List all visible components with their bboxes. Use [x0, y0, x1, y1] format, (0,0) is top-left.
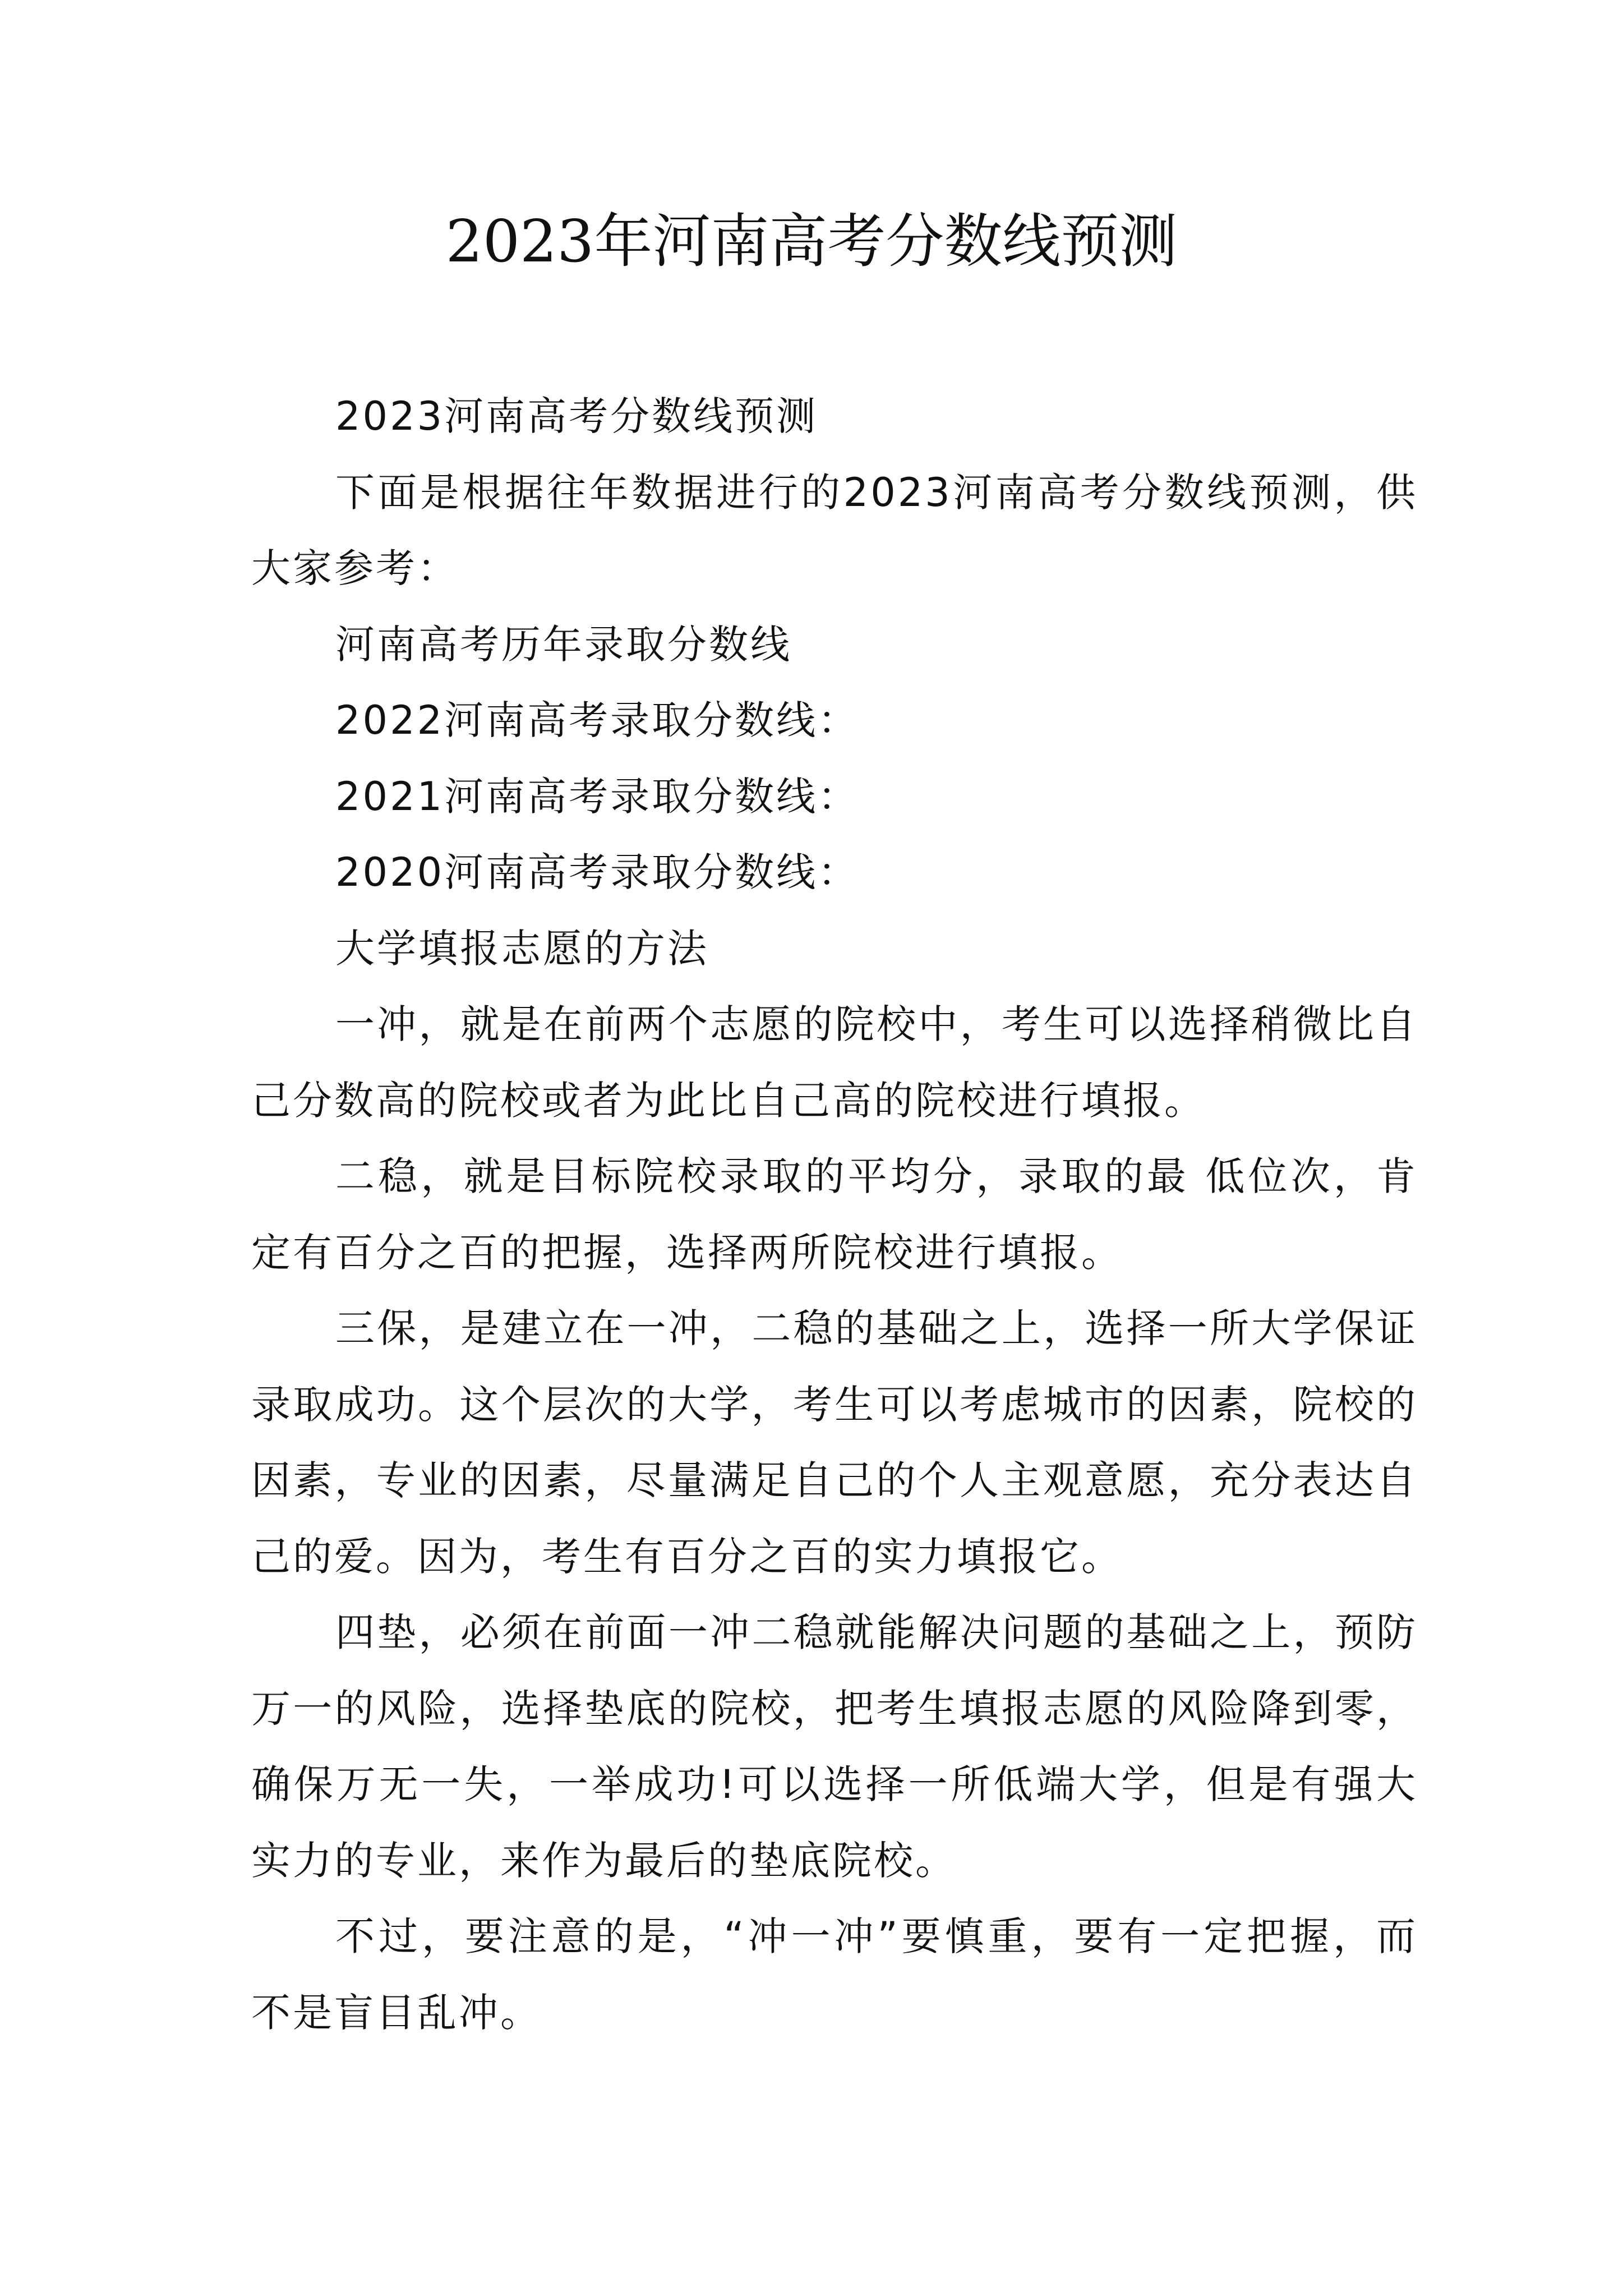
paragraph-2020-scores: 2020河南高考录取分数线： — [335, 849, 860, 895]
paragraph-subtitle: 2023河南高考分数线预测 — [335, 393, 818, 439]
document-title: 2023年河南高考分数线预测 — [445, 207, 1178, 275]
paragraph-method-heading: 大学填报志愿的方法 — [335, 925, 709, 972]
document-body — [251, 379, 1418, 2051]
paragraph-dian: 四垫，必须在前面一冲二稳就能解决问题的基础之上，预防万一的风险，选择垫底的院校，把考生填报志愿的风险降到零，确保万无一失，一举成功!可以选择一所低端大学，但是有强大实力的专业，来作为最后的垫底院校。 — [251, 1609, 1418, 1884]
paragraph-history-heading: 河南高考历年录取分数线 — [335, 621, 792, 668]
paragraph-bao: 三保，是建立在一冲，二稳的基础之上，选择一所大学保证录取成功。这个层次的大学，考生可以考虑城市的因素，院校的因素，专业的因素，尽量满足自己的个人主观意愿，充分表达自己的爱。因为，考生有百分之百的实力填报它。 — [251, 1305, 1418, 1580]
paragraph-chong: 一冲，就是在前两个志愿的院校中，考生可以选择稍微比自己分数高的院校或者为此比自己高的院校进行填报。 — [251, 1001, 1418, 1124]
paragraph-intro: 下面是根据往年数据进行的2023河南高考分数线预测，供大家参考： — [251, 469, 1418, 591]
paragraph-caution: 不过，要注意的是，“冲一冲”要慎重，要有一定把握，而不是盲目乱冲。 — [251, 1913, 1418, 2036]
paragraph-wen: 二稳，就是目标院校录取的平均分，录取的最 低位次，肯定有百分之百的把握，选择两所院校进行填报。 — [251, 1153, 1418, 1276]
paragraph-2021-scores: 2021河南高考录取分数线： — [335, 773, 860, 820]
paragraph-2022-scores: 2022河南高考录取分数线： — [335, 697, 860, 743]
